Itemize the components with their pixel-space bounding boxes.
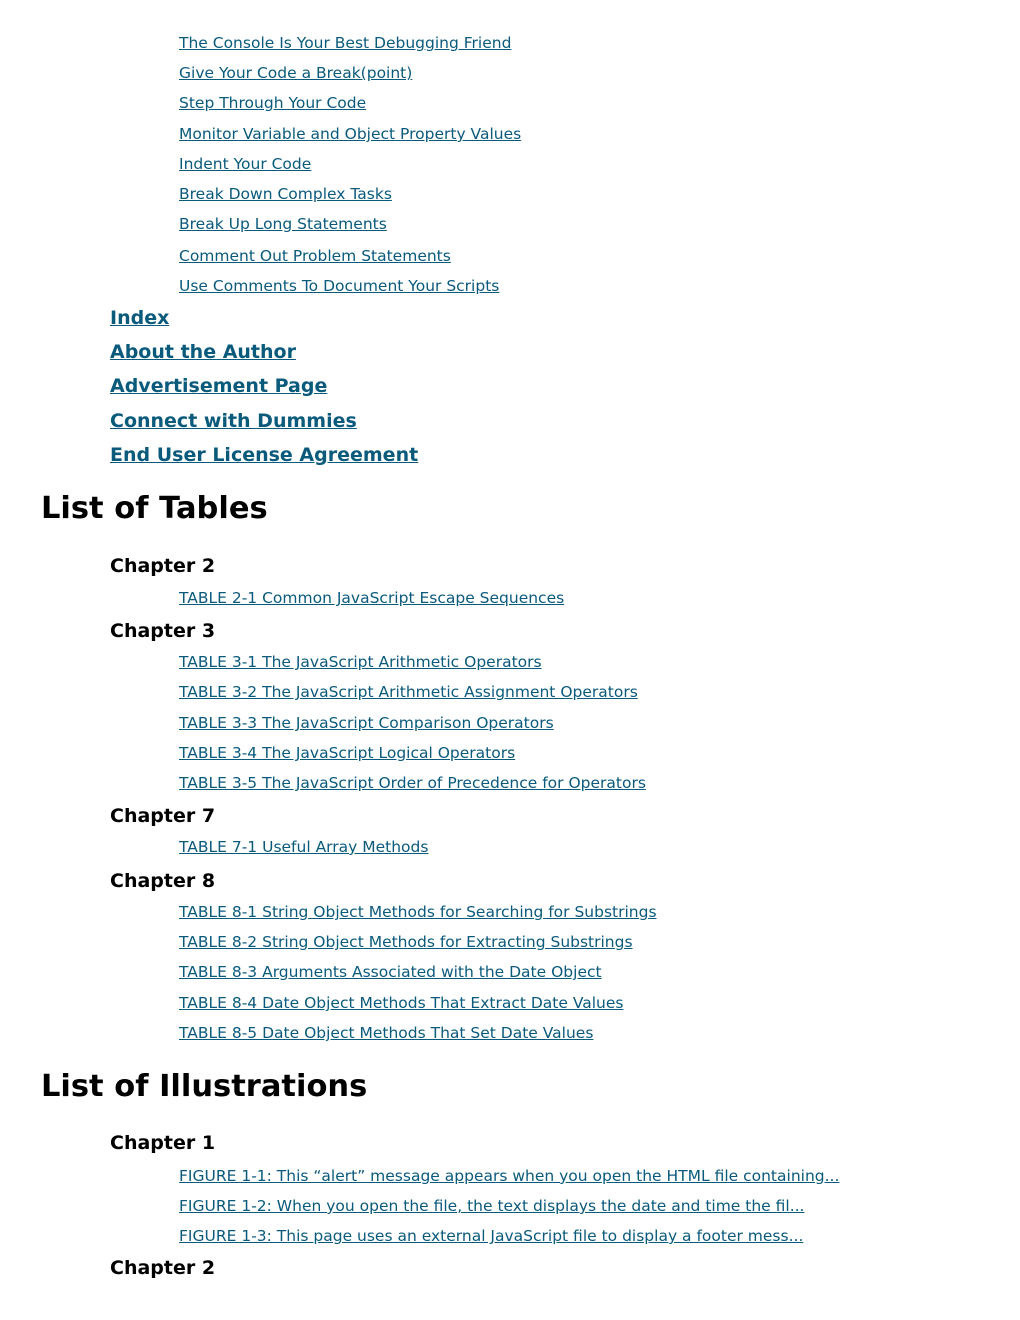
toc-link-eula[interactable]: End User License Agreement xyxy=(110,444,419,466)
illustrations-chapter-heading: Chapter 1 xyxy=(110,1132,216,1154)
figure-link[interactable]: FIGURE 1-2: When you open the file, the text displays the date and time the fil... xyxy=(179,1197,805,1215)
toc-link-about-author[interactable]: About the Author xyxy=(110,341,296,363)
toc-link-break-up-statements[interactable]: Break Up Long Statements xyxy=(179,215,387,233)
figure-link[interactable]: FIGURE 1-1: This “alert” message appears when you open the HTML file containing... xyxy=(179,1167,840,1185)
toc-link-indent-code[interactable]: Indent Your Code xyxy=(179,155,312,173)
tables-chapter-heading: Chapter 3 xyxy=(110,620,216,642)
table-link[interactable]: TABLE 3-3 The JavaScript Comparison Operators xyxy=(179,714,554,732)
toc-link-connect-dummies[interactable]: Connect with Dummies xyxy=(110,410,357,432)
toc-link-advertisement[interactable]: Advertisement Page xyxy=(110,375,328,397)
table-link[interactable]: TABLE 8-5 Date Object Methods That Set Date Values xyxy=(179,1024,594,1042)
toc-link-step-through[interactable]: Step Through Your Code xyxy=(179,94,367,112)
illustrations-chapter-heading: Chapter 2 xyxy=(110,1257,216,1279)
toc-link-break-down-tasks[interactable]: Break Down Complex Tasks xyxy=(179,185,392,203)
tables-chapter-heading: Chapter 2 xyxy=(110,555,216,577)
table-link[interactable]: TABLE 8-2 String Object Methods for Extracting Substrings xyxy=(179,933,633,951)
toc-link-console-debugging[interactable]: The Console Is Your Best Debugging Friend xyxy=(179,34,512,52)
table-link[interactable]: TABLE 8-3 Arguments Associated with the Date Object xyxy=(179,963,602,981)
table-link[interactable]: TABLE 3-4 The JavaScript Logical Operators xyxy=(179,744,516,762)
figure-link[interactable]: FIGURE 1-3: This page uses an external JavaScript file to display a footer mess... xyxy=(179,1227,804,1245)
table-link[interactable]: TABLE 2-1 Common JavaScript Escape Sequences xyxy=(179,589,565,607)
toc-link-document-scripts[interactable]: Use Comments To Document Your Scripts xyxy=(179,277,500,295)
table-link[interactable]: TABLE 3-2 The JavaScript Arithmetic Assignment Operators xyxy=(179,683,638,701)
table-link[interactable]: TABLE 7-1 Useful Array Methods xyxy=(179,838,429,856)
list-of-tables-heading: List of Tables xyxy=(41,491,268,526)
tables-chapter-heading: Chapter 8 xyxy=(110,870,216,892)
table-link[interactable]: TABLE 8-4 Date Object Methods That Extract Date Values xyxy=(179,994,624,1012)
toc-link-comment-out[interactable]: Comment Out Problem Statements xyxy=(179,247,451,265)
tables-chapter-heading: Chapter 7 xyxy=(110,805,216,827)
table-link[interactable]: TABLE 8-1 String Object Methods for Searching for Substrings xyxy=(179,903,657,921)
toc-link-index[interactable]: Index xyxy=(110,307,170,329)
toc-link-monitor-values[interactable]: Monitor Variable and Object Property Values xyxy=(179,125,522,143)
table-link[interactable]: TABLE 3-5 The JavaScript Order of Precedence for Operators xyxy=(179,774,646,792)
list-of-illustrations-heading: List of Illustrations xyxy=(41,1069,368,1104)
table-link[interactable]: TABLE 3-1 The JavaScript Arithmetic Operators xyxy=(179,653,542,671)
toc-link-breakpoint[interactable]: Give Your Code a Break(point) xyxy=(179,64,413,82)
